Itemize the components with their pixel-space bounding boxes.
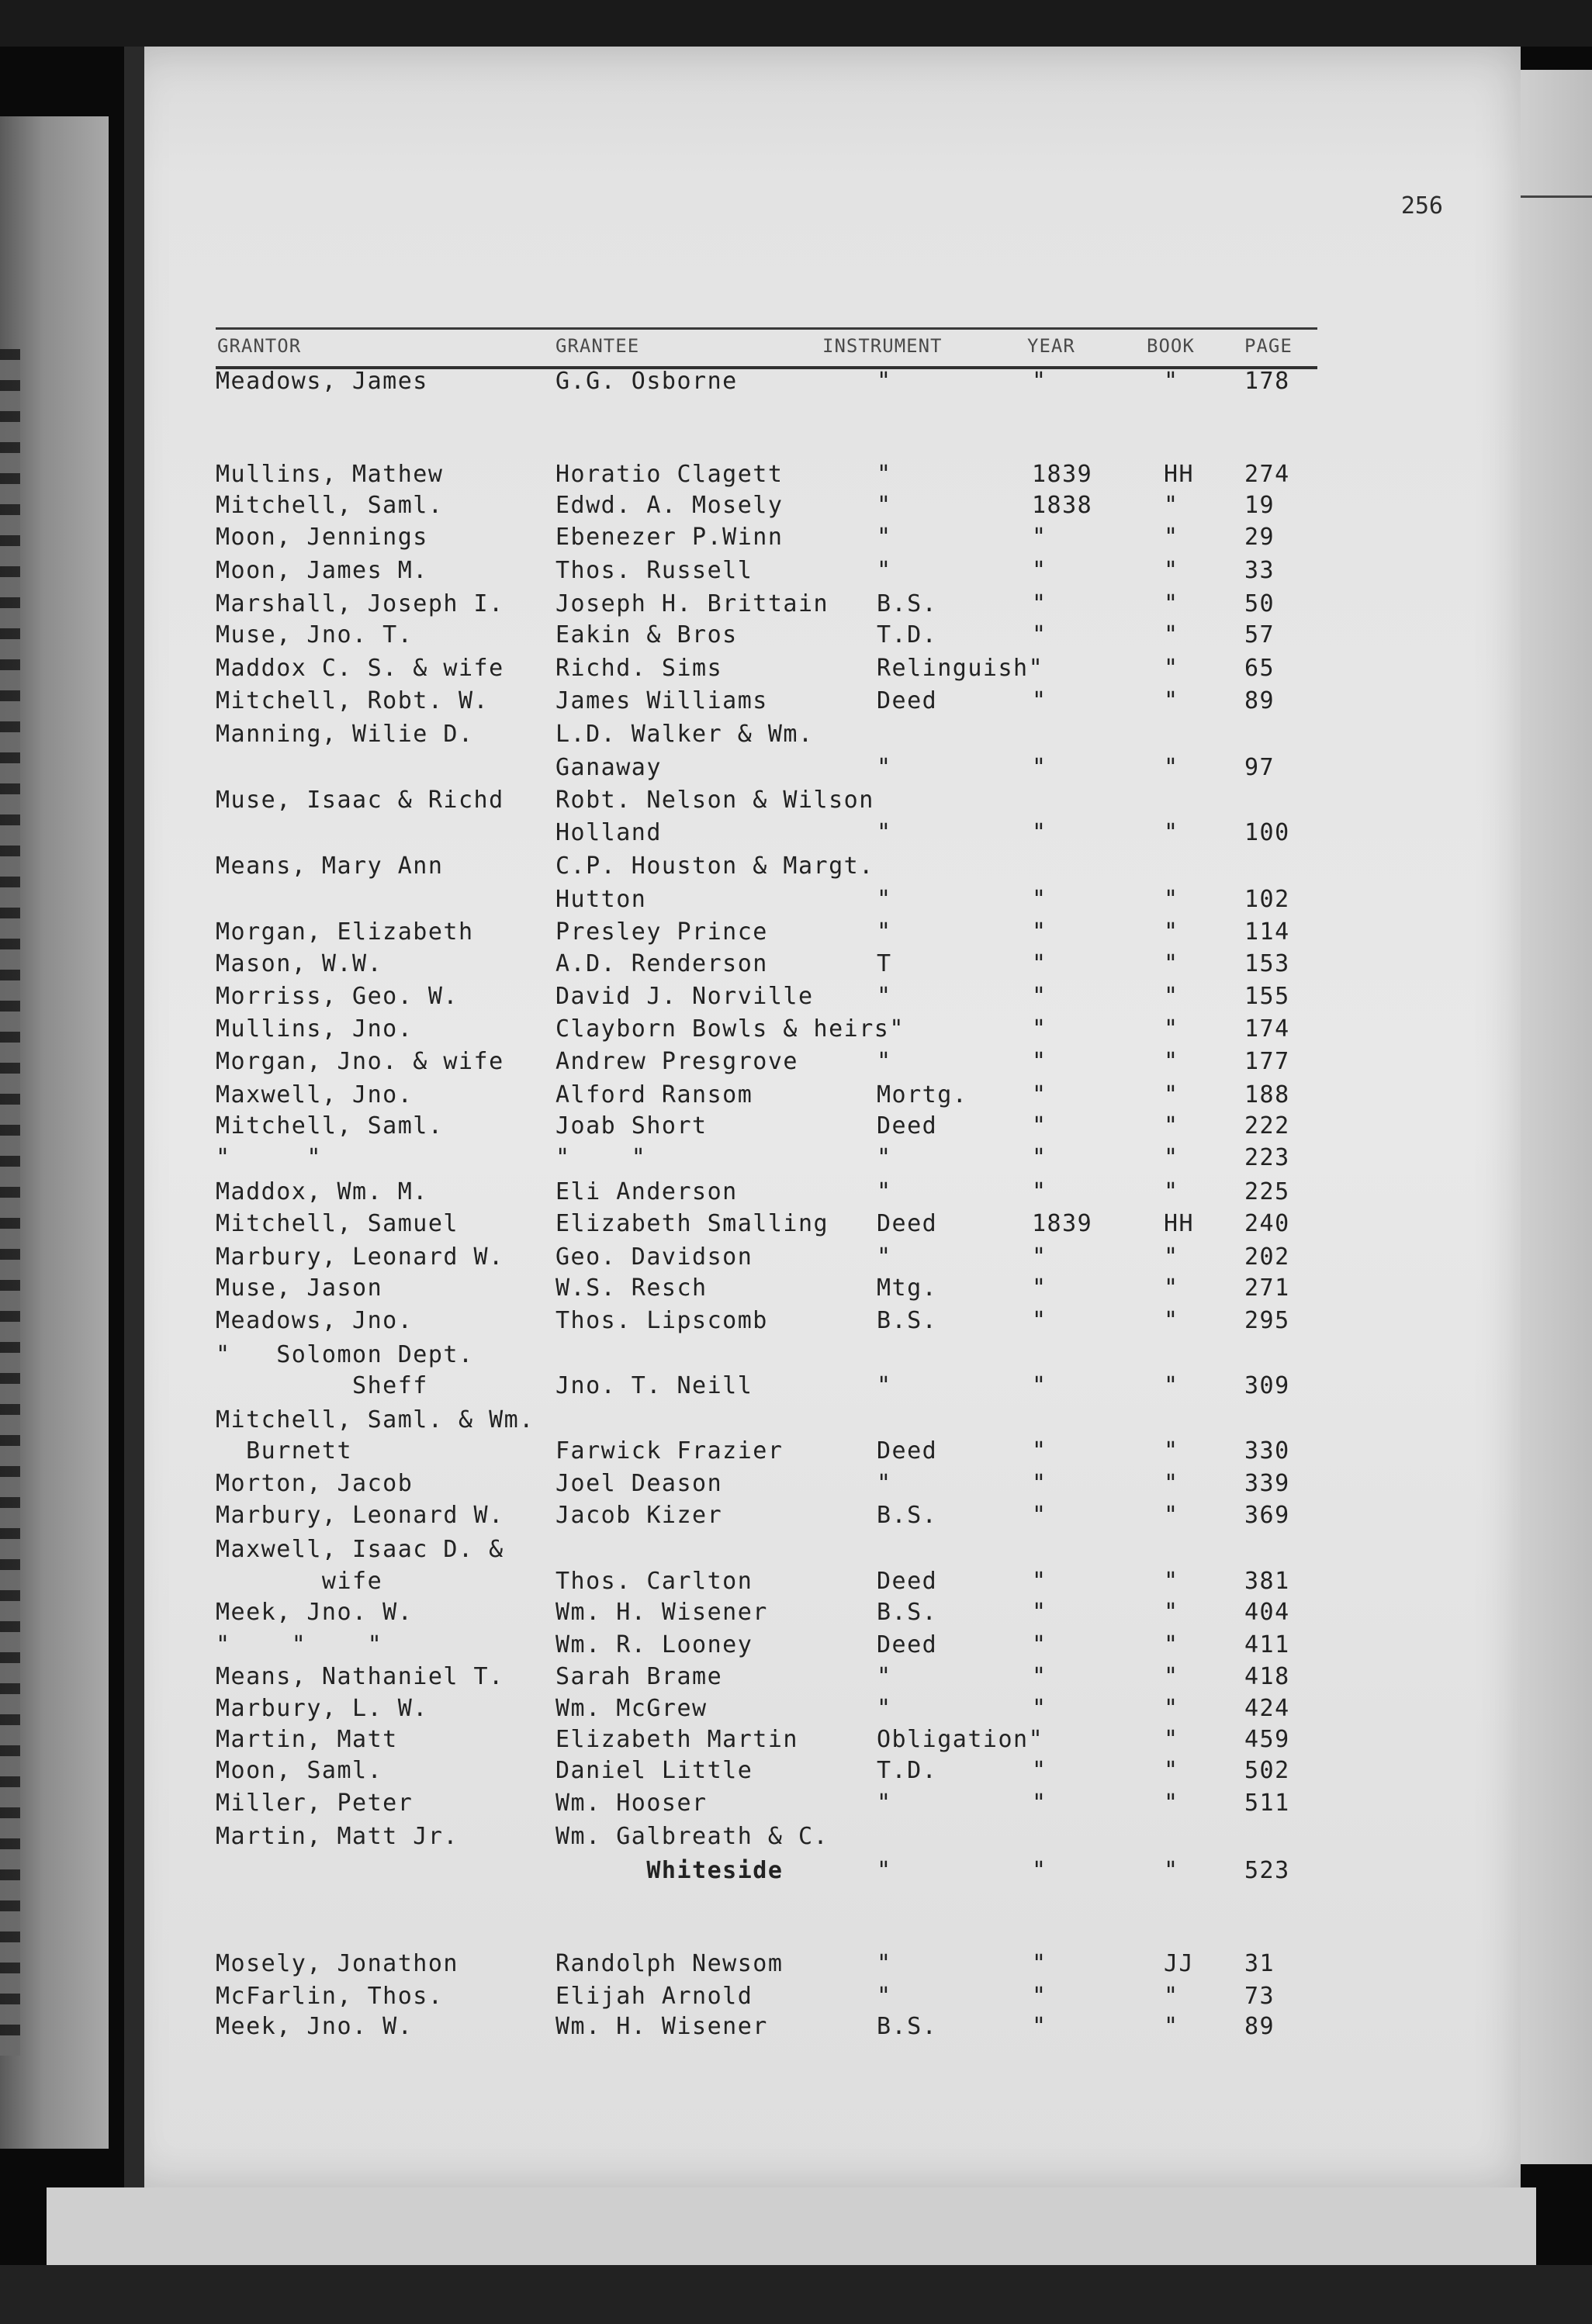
row-book: " [1164,2013,1179,2040]
row-page: 369 [1244,1502,1290,1529]
row-page: 73 [1244,1983,1275,2010]
row-book: " [1164,1307,1179,1334]
row-book: " [1164,687,1179,714]
row-page: 404 [1244,1599,1290,1626]
row-page: 222 [1244,1112,1290,1140]
row-book: JJ [1164,1950,1195,1977]
row-instrument: " [877,1695,892,1722]
row-grantee: Richd. Sims [555,655,723,682]
row-grantee: Alford Ransom [555,1081,753,1108]
row-page: 330 [1244,1437,1290,1465]
row-page: 424 [1244,1695,1290,1722]
row-grantor: Muse, Jason [216,1274,383,1302]
row-grantor: Maxwell, Jno. [216,1081,414,1108]
scan-bottom-shadow [0,2265,1592,2324]
row-grantor: Muse, Jno. T. [216,621,414,648]
row-grantee: Joseph H. Brittain [555,590,829,617]
row-year: 1839 [1032,461,1093,488]
row-grantor: " Solomon Dept. [216,1341,474,1368]
row-instrument: T.D. [877,1757,938,1784]
row-grantor: wife [216,1568,383,1595]
row-grantee: Thos. Lipscomb [555,1307,768,1334]
row-grantor: Mosely, Jonathon [216,1950,459,1977]
row-book: " [1164,886,1179,913]
row-book: " [1164,590,1179,617]
row-instrument: B.S. [877,590,938,617]
row-instrument: Relinguish" [877,655,1044,682]
row-book: " [1164,1695,1179,1722]
row-book: " [1164,754,1179,781]
row-page: 274 [1244,461,1290,488]
row-year: " [1032,1307,1047,1334]
row-year: " [1032,1599,1047,1626]
row-book: " [1164,1048,1179,1075]
row-grantee: Robt. Nelson & Wilson [555,787,874,814]
row-book: " [1164,1437,1179,1465]
row-year: " [1032,1048,1047,1075]
column-header-year: YEAR [1027,335,1075,357]
row-grantee: A.D. Renderson [555,950,768,977]
row-book: HH [1164,461,1195,488]
row-page: 155 [1244,983,1290,1010]
row-book: " [1164,1568,1179,1595]
row-page: 459 [1244,1726,1290,1753]
row-instrument: B.S. [877,2013,938,2040]
row-book: " [1164,1274,1179,1302]
row-grantor: Meek, Jno. W. [216,1599,414,1626]
row-instrument: " [877,1243,892,1271]
row-book: " [1164,1470,1179,1497]
row-grantor: Means, Nathaniel T. [216,1663,504,1690]
row-grantor: " " " [216,1631,383,1658]
row-page: 153 [1244,950,1290,977]
row-page: 502 [1244,1757,1290,1784]
row-page: 174 [1244,1015,1290,1043]
row-year: " [1032,1950,1047,1977]
row-grantor: Mitchell, Saml. [216,492,444,519]
row-year: " [1032,1695,1047,1722]
row-book: " [1164,1663,1179,1690]
row-grantee: Thos. Russell [555,557,753,584]
row-grantor: Mullins, Mathew [216,461,444,488]
row-page: 295 [1244,1307,1290,1334]
row-year: 1839 [1032,1210,1093,1237]
row-book: " [1164,492,1179,519]
row-grantor: Marshall, Joseph I. [216,590,504,617]
row-instrument: " [877,886,892,913]
row-grantor: Meadows, James [216,368,428,395]
row-instrument: Deed [877,1631,938,1658]
header-rule-top [216,327,1317,330]
row-year: " [1032,621,1047,648]
row-instrument: " [877,461,892,488]
row-page: 114 [1244,918,1290,946]
row-grantor: Marbury, Leonard W. [216,1502,504,1529]
row-grantor: Muse, Isaac & Richd [216,787,504,814]
row-instrument: " [877,368,892,395]
row-instrument: Deed [877,1112,938,1140]
row-grantor: Maddox, Wm. M. [216,1178,428,1205]
row-book: " [1164,1983,1179,2010]
adjacent-page-edge [0,349,20,2056]
row-book: " [1164,1372,1179,1399]
row-year: " [1032,1437,1047,1465]
row-page: 31 [1244,1950,1275,1977]
row-year: " [1032,754,1047,781]
row-instrument: " [877,1983,892,2010]
column-header-grantor: GRANTOR [217,335,302,357]
row-grantor: Sheff [216,1372,428,1399]
row-page: 418 [1244,1663,1290,1690]
row-book: " [1164,557,1179,584]
row-grantee: Horatio Clagett [555,461,784,488]
row-year: " [1032,1857,1047,1884]
row-book: " [1164,1015,1179,1043]
row-instrument: T [877,950,892,977]
column-header-book: BOOK [1147,335,1195,357]
row-grantee: Wm. H. Wisener [555,1599,768,1626]
column-header-instrument: INSTRUMENT [822,335,943,357]
adjacent-page-strip [0,116,109,2149]
row-book: " [1164,1857,1179,1884]
row-grantee: Whiteside [555,1857,784,1884]
row-year: " [1032,1757,1047,1784]
row-year: " [1032,1663,1047,1690]
row-page: 309 [1244,1372,1290,1399]
row-grantee: Wm. H. Wisener [555,2013,768,2040]
row-grantor: Martin, Matt Jr. [216,1823,459,1850]
row-book: " [1164,1112,1179,1140]
page-number: 256 [1400,192,1443,220]
row-page: 271 [1244,1274,1290,1302]
row-grantee: Geo. Davidson [555,1243,753,1271]
row-page: 523 [1244,1857,1290,1884]
row-instrument: " [877,1178,892,1205]
row-grantee: Joel Deason [555,1470,723,1497]
row-grantee: Elizabeth Smalling [555,1210,829,1237]
row-grantor: Moon, Jennings [216,524,428,551]
row-year: " [1032,1372,1047,1399]
row-instrument: " [877,1144,892,1171]
row-instrument: Deed [877,687,938,714]
row-page: 381 [1244,1568,1290,1595]
row-grantee: Wm. McGrew [555,1695,708,1722]
row-year: " [1032,2013,1047,2040]
row-grantor: Miller, Peter [216,1790,414,1817]
column-header-grantee: GRANTEE [555,335,640,357]
row-grantee: Elizabeth Martin [555,1726,798,1753]
row-year: " [1032,950,1047,977]
row-grantee: G.G. Osborne [555,368,738,395]
row-page: 50 [1244,590,1275,617]
row-grantee: L.D. Walker & Wm. [555,721,814,748]
row-grantee: Andrew Presgrove [555,1048,798,1075]
row-instrument: " [877,1470,892,1497]
bottom-mat [47,2187,1536,2265]
row-grantee: Eli Anderson [555,1178,738,1205]
row-year: " [1032,1178,1047,1205]
row-grantor: Meadows, Jno. [216,1307,414,1334]
row-grantee: W.S. Resch [555,1274,708,1302]
row-page: 411 [1244,1631,1290,1658]
row-grantee: Clayborn Bowls & heirs" [555,1015,905,1043]
row-year: " [1032,1015,1047,1043]
row-page: 188 [1244,1081,1290,1108]
row-instrument: Deed [877,1568,938,1595]
row-instrument: Mortg. [877,1081,968,1108]
row-instrument: " [877,983,892,1010]
row-grantor: Manning, Wilie D. [216,721,474,748]
row-book: " [1164,1790,1179,1817]
row-year: " [1032,1502,1047,1529]
row-instrument: " [877,918,892,946]
row-grantor: Maddox C. S. & wife [216,655,504,682]
row-grantee: Thos. Carlton [555,1568,753,1595]
row-year: " [1032,1081,1047,1108]
row-instrument: " [877,1048,892,1075]
row-instrument: Obligation" [877,1726,1044,1753]
row-grantee: Jacob Kizer [555,1502,723,1529]
row-book: " [1164,1726,1179,1753]
row-grantor: Moon, James M. [216,557,428,584]
row-book: " [1164,819,1179,846]
row-instrument: " [877,1790,892,1817]
row-grantee: Presley Prince [555,918,768,946]
row-book: " [1164,655,1179,682]
row-year: " [1032,590,1047,617]
row-page: 19 [1244,492,1275,519]
row-grantee: James Williams [555,687,768,714]
row-instrument: T.D. [877,621,938,648]
row-grantor: Mullins, Jno. [216,1015,414,1043]
row-page: 177 [1244,1048,1290,1075]
document-page [124,47,1521,2187]
row-grantee: Ganaway [555,754,662,781]
row-grantee: Sarah Brame [555,1663,723,1690]
row-book: " [1164,983,1179,1010]
row-instrument: B.S. [877,1307,938,1334]
row-book: HH [1164,1210,1195,1237]
row-book: " [1164,1631,1179,1658]
row-grantee: Wm. Galbreath & C. [555,1823,829,1850]
row-instrument: " [877,754,892,781]
row-grantor: Marbury, L. W. [216,1695,428,1722]
row-year: " [1032,524,1047,551]
row-page: 178 [1244,368,1290,395]
row-book: " [1164,1757,1179,1784]
row-instrument: Deed [877,1210,938,1237]
row-instrument: " [877,1663,892,1690]
row-grantor: Moon, Saml. [216,1757,383,1784]
row-grantor: Marbury, Leonard W. [216,1243,504,1271]
row-grantor: Maxwell, Isaac D. & [216,1536,504,1563]
row-page: 29 [1244,524,1275,551]
row-book: " [1164,621,1179,648]
row-grantee: Edwd. A. Mosely [555,492,784,519]
row-grantee: David J. Norville [555,983,814,1010]
row-grantee: Holland [555,819,662,846]
row-instrument: B.S. [877,1502,938,1529]
row-instrument: " [877,819,892,846]
row-year: " [1032,1790,1047,1817]
row-year: " [1032,1568,1047,1595]
page-left-border [124,47,144,2187]
row-page: 89 [1244,687,1275,714]
row-year: 1838 [1032,492,1093,519]
row-grantor: Martin, Matt [216,1726,398,1753]
row-year: " [1032,1983,1047,2010]
row-grantor: Morriss, Geo. W. [216,983,459,1010]
row-grantee: Joab Short [555,1112,708,1140]
row-grantor: Mitchell, Saml. & Wm. [216,1406,535,1433]
row-book: " [1164,524,1179,551]
row-year: " [1032,983,1047,1010]
row-grantor: Mason, W.W. [216,950,383,977]
row-instrument: " [877,557,892,584]
row-instrument: Deed [877,1437,938,1465]
row-grantee: Wm. Hooser [555,1790,708,1817]
row-grantee: Farwick Frazier [555,1437,784,1465]
row-grantee: " " [555,1144,647,1171]
row-book: " [1164,1599,1179,1626]
row-grantor: Mitchell, Samuel [216,1210,459,1237]
row-instrument: " [877,1950,892,1977]
row-year: " [1032,1144,1047,1171]
row-grantor: Means, Mary Ann [216,852,444,880]
row-instrument: Mtg. [877,1274,938,1302]
row-grantee: Jno. T. Neill [555,1372,753,1399]
column-header-page: PAGE [1244,335,1293,357]
row-book: " [1164,950,1179,977]
row-page: 33 [1244,557,1275,584]
row-year: " [1032,819,1047,846]
row-grantee: Wm. R. Looney [555,1631,753,1658]
row-grantor: Meek, Jno. W. [216,2013,414,2040]
row-grantee: Daniel Little [555,1757,753,1784]
row-grantor: Morgan, Elizabeth [216,918,474,946]
row-grantee: Ebenezer P.Winn [555,524,784,551]
row-grantee: Randolph Newsom [555,1950,784,1977]
row-year: " [1032,886,1047,913]
row-grantor: Morton, Jacob [216,1470,414,1497]
row-page: 102 [1244,886,1290,913]
row-page: 511 [1244,1790,1290,1817]
row-grantee: Eakin & Bros [555,621,738,648]
row-page: 65 [1244,655,1275,682]
row-year: " [1032,687,1047,714]
row-grantor: " " [216,1144,322,1171]
right-page-edge [1521,70,1592,2164]
row-grantor: Burnett [216,1437,353,1465]
row-page: 57 [1244,621,1275,648]
row-instrument: " [877,492,892,519]
row-instrument: B.S. [877,1599,938,1626]
row-grantor: Mitchell, Saml. [216,1112,444,1140]
row-year: " [1032,1470,1047,1497]
row-page: 225 [1244,1178,1290,1205]
row-page: 240 [1244,1210,1290,1237]
row-page: 89 [1244,2013,1275,2040]
row-year: " [1032,557,1047,584]
row-book: " [1164,1081,1179,1108]
row-year: " [1032,918,1047,946]
row-page: 100 [1244,819,1290,846]
row-page: 97 [1244,754,1275,781]
row-instrument: " [877,1857,892,1884]
row-grantor: McFarlin, Thos. [216,1983,444,2010]
row-page: 202 [1244,1243,1290,1271]
row-book: " [1164,1502,1179,1529]
row-grantee: C.P. Houston & Margt. [555,852,874,880]
row-instrument: " [877,524,892,551]
row-book: " [1164,1144,1179,1171]
row-year: " [1032,368,1047,395]
row-instrument: " [877,1372,892,1399]
row-year: " [1032,1243,1047,1271]
row-year: " [1032,1112,1047,1140]
row-grantee: Hutton [555,886,647,913]
row-year: " [1032,1274,1047,1302]
row-book: " [1164,368,1179,395]
row-page: 339 [1244,1470,1290,1497]
scan-top-shadow [0,0,1592,47]
row-book: " [1164,1178,1179,1205]
row-year: " [1032,1631,1047,1658]
row-book: " [1164,1243,1179,1271]
row-page: 223 [1244,1144,1290,1171]
row-grantor: Mitchell, Robt. W. [216,687,490,714]
row-grantor: Morgan, Jno. & wife [216,1048,504,1075]
row-grantee: Elijah Arnold [555,1983,753,2010]
row-book: " [1164,918,1179,946]
